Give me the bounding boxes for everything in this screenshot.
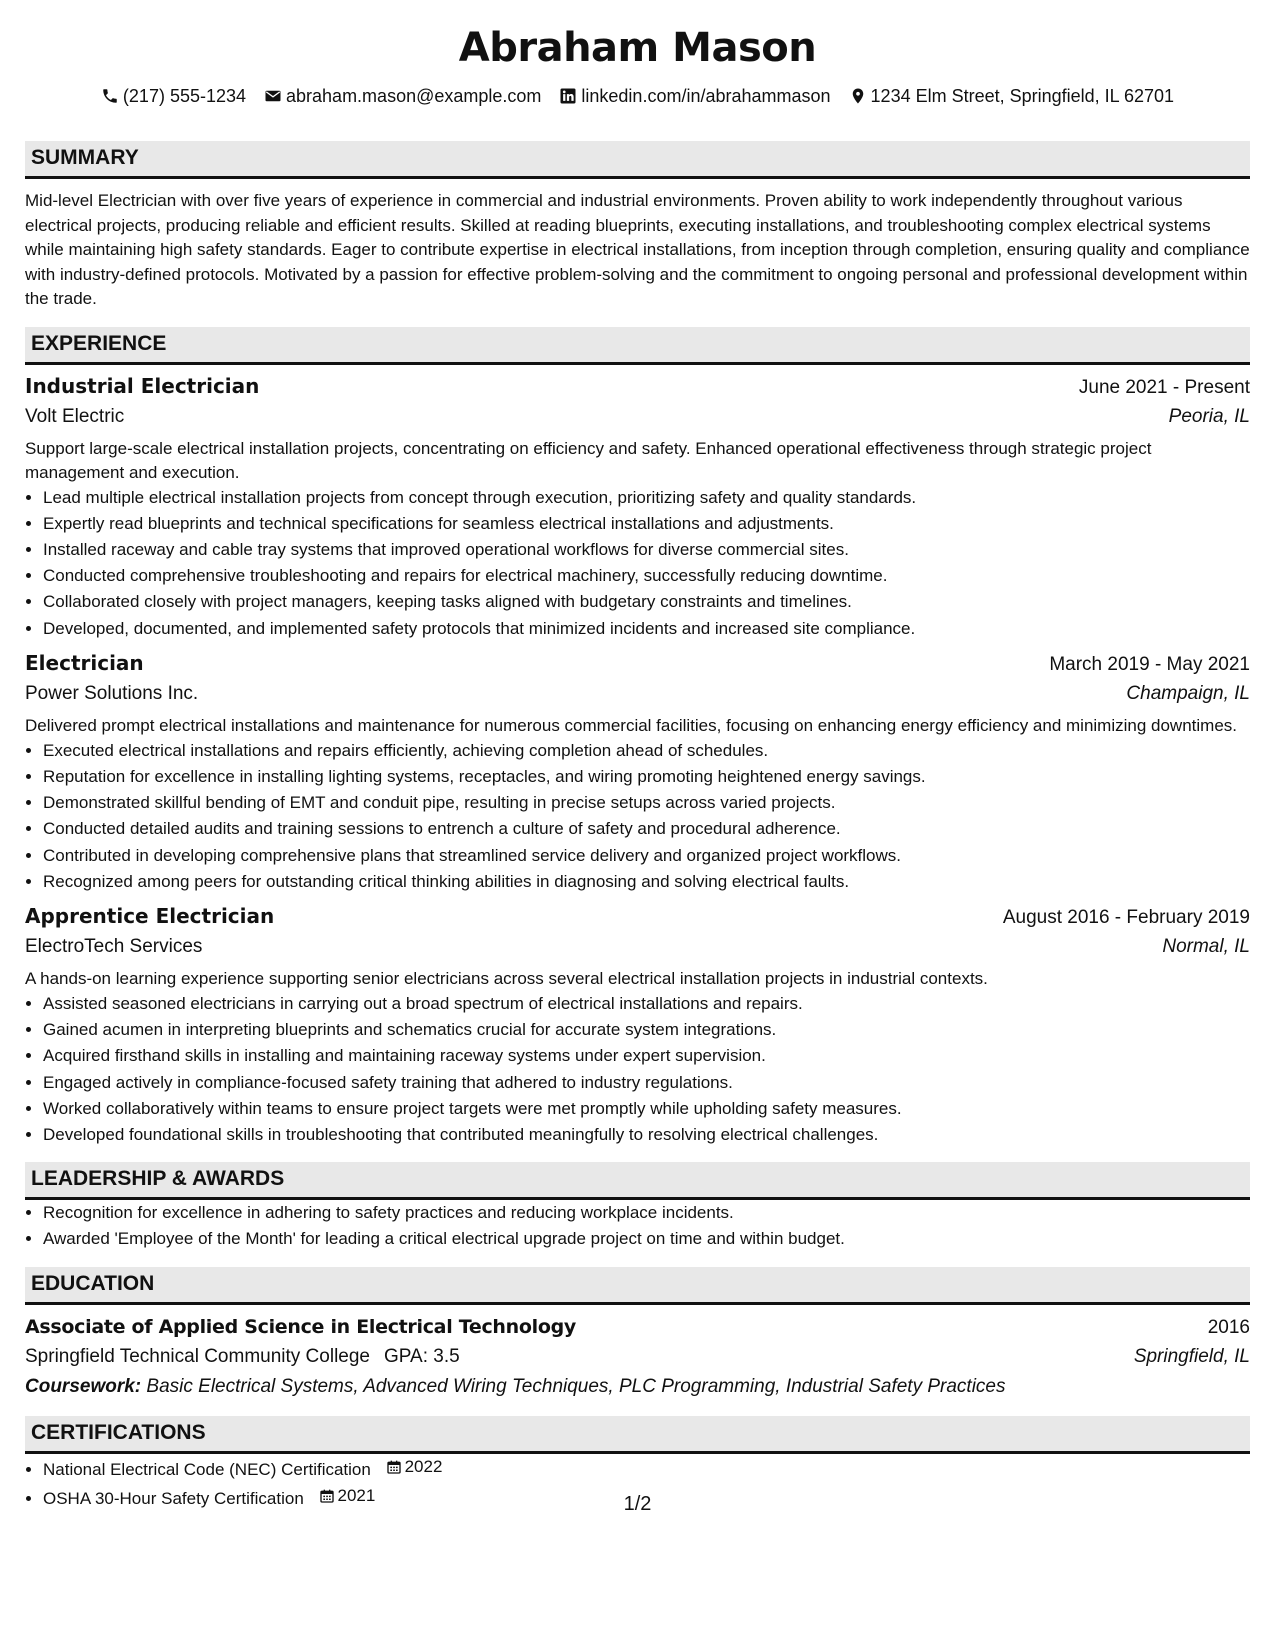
job-company: ElectroTech Services (25, 935, 203, 957)
job-dates: March 2019 - May 2021 (1049, 653, 1250, 675)
certification-name: OSHA 30-Hour Safety Certification (43, 1488, 304, 1508)
list-item: • Expertly read blueprints and technical specifications for seamless electrical installations and adjustments. (43, 511, 1250, 537)
job-entry (25, 372, 1250, 642)
job-title: Industrial Electrician (25, 373, 260, 398)
job-location: Champaign, IL (1126, 682, 1250, 704)
coursework-label: Coursework: (25, 1375, 142, 1397)
coursework-list: Basic Electrical Systems, Advanced Wiring Techniques, PLC Programming, Industrial Safety Practices (146, 1375, 1006, 1397)
list-item: • Assisted seasoned electricians in carrying out a broad spectrum of electrical installations and repairs. (43, 991, 1250, 1017)
job-description: Delivered prompt electrical installations and maintenance for numerous commercial facilities, focusing on enhancing energy efficiency and minimizing downtimes. (25, 715, 1238, 735)
list-item: • Lead multiple electrical installation projects from concept through execution, prioritizing safety and quality standards. (43, 485, 1250, 511)
job-bullets (25, 738, 1250, 895)
list-item: • Executed electrical installations and repairs efficiently, achieving completion ahead of schedules. (43, 738, 1250, 764)
experience-heading: EXPERIENCE (25, 327, 1250, 365)
job-location: Normal, IL (1162, 935, 1250, 957)
list-item: • Worked collaboratively within teams to ensure project targets were met promptly while upholding safety measures. (43, 1096, 1250, 1122)
phone-text[interactable]: (217) 555-1234 (122, 86, 247, 106)
certification-date (386, 1454, 443, 1480)
awards-heading: LEADERSHIP & AWARDS (25, 1162, 1250, 1200)
contact-address (849, 84, 1175, 108)
job-description: Support large-scale electrical installation projects, concentrating on efficiency and safety. Enhanced operational effectiveness through strategic project management and execution. (25, 438, 1152, 482)
job-title: Electrician (25, 650, 144, 675)
email-link[interactable]: abraham.mason@example.com (286, 86, 542, 106)
phone-icon (101, 87, 119, 105)
envelope-icon (264, 87, 282, 105)
job-entry (25, 902, 1250, 1148)
school-line (25, 1342, 460, 1372)
list-item: • Engaged actively in compliance-focused safety training that adhered to industry regulations. (43, 1070, 1250, 1096)
list-item: • Developed, documented, and implemented safety protocols that minimized incidents and increased site compliance. (43, 616, 1250, 642)
candidate-name: Abraham Mason (458, 25, 817, 71)
contact-email (264, 84, 541, 108)
job-entry (25, 649, 1250, 895)
contact-phone (101, 84, 246, 108)
list-item: • Reputation for excellence in installing lighting systems, receptacles, and wiring promoting heightened energy savings. (43, 764, 1250, 790)
summary-heading: SUMMARY (25, 141, 1250, 179)
list-item: • Demonstrated skillful bending of EMT and conduit pipe, resulting in precise setups across varied projects. (43, 790, 1250, 816)
job-dates: June 2021 - Present (1078, 376, 1250, 398)
job-bullets (25, 485, 1250, 642)
list-item: • Awarded 'Employee of the Month' for leading a critical electrical upgrade project on time and within budget. (43, 1226, 1250, 1252)
certification-year: 2021 (337, 1485, 376, 1505)
address-text: 1234 Elm Street, Springfield, IL 62701 (870, 86, 1175, 106)
list-item: • Acquired firsthand skills in installing and maintaining raceway systems under expert supervision. (43, 1043, 1250, 1069)
job-description: A hands-on learning experience supporting senior electricians across several electrical installation projects in industrial contexts. (25, 968, 988, 988)
degree-title: Associate of Applied Science in Electrical Technology (25, 1315, 576, 1338)
list-item: • Gained acumen in interpreting blueprints and schematics crucial for accurate system integrations. (43, 1017, 1250, 1043)
list-item: • Collaborated closely with project managers, keeping tasks aligned with budgetary constraints and timelines. (43, 589, 1250, 615)
coursework (25, 1372, 1250, 1402)
job-bullets (25, 991, 1250, 1148)
awards-list (25, 1200, 1250, 1252)
list-item: • Recognition for excellence in adhering to safety practices and reducing workplace incidents. (43, 1200, 1250, 1226)
list-item: • Contributed in developing comprehensive plans that streamlined service delivery and organized project workflows. (43, 843, 1250, 869)
school-location: Springfield, IL (1133, 1345, 1250, 1367)
list-item: • Installed raceway and cable tray systems that improved operational workflows for diverse commercial sites. (43, 537, 1250, 563)
education-entry (25, 1313, 1250, 1402)
job-company: Power Solutions Inc. (25, 682, 199, 704)
summary-text: Mid-level Electrician with over five years of experience in commercial and industrial environments. Proven ability to work independently throughout various electrical projects, producing reliable and efficient results. Skilled at reading blueprints, executing installations, and troubleshooting complex electrical systems while maintaining high safety standards. Eager to contribute expertise in electrical installations, from inception through completion, ensuring quality and compliance with industry-defined protocols. Motivated by a passion for effective problem-solving and the commitment to ongoing personal and professional development within the trade. (25, 191, 1250, 308)
graduation-year: 2016 (1207, 1316, 1250, 1338)
education-heading: EDUCATION (25, 1267, 1250, 1305)
gpa: GPA: 3.5 (384, 1345, 460, 1367)
certifications-heading: CERTIFICATIONS (25, 1416, 1250, 1454)
list-item: • Developed foundational skills in troubleshooting that contributed meaningfully to resolving electrical challenges. (43, 1122, 1250, 1148)
linkedin-link[interactable]: linkedin.com/in/abrahammason (581, 86, 831, 106)
list-item (43, 1454, 1250, 1483)
list-item: • Conducted comprehensive troubleshooting and repairs for electrical machinery, successfully reducing downtime. (43, 563, 1250, 589)
page-number: 1/2 (623, 1493, 652, 1515)
job-location: Peoria, IL (1168, 405, 1250, 427)
linkedin-icon (559, 87, 577, 105)
school-name: Springfield Technical Community College (25, 1345, 370, 1367)
calendar-icon (386, 1459, 402, 1475)
job-company: Volt Electric (25, 405, 125, 427)
certification-year: 2022 (404, 1456, 443, 1476)
contact-linkedin (559, 84, 830, 108)
contact-bar (25, 84, 1250, 108)
resume-page (25, 0, 1250, 1512)
certification-name: National Electrical Code (NEC) Certification (43, 1459, 371, 1479)
list-item: • Recognized among peers for outstanding critical thinking abilities in diagnosing and solving electrical faults. (43, 869, 1250, 895)
map-pin-icon (849, 87, 867, 105)
job-title: Apprentice Electrician (25, 903, 275, 928)
job-dates: August 2016 - February 2019 (1002, 906, 1250, 928)
list-item: • Conducted detailed audits and training sessions to entrench a culture of safety and procedural adherence. (43, 816, 1250, 842)
